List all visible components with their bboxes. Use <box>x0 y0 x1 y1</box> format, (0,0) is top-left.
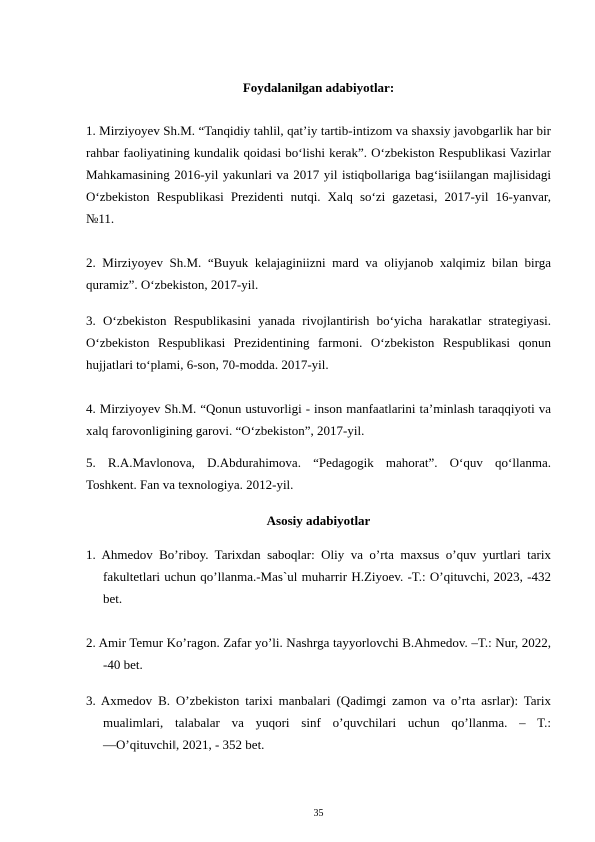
main-reference-1: 1. Ahmedov Bo’riboy. Tarixdan saboqlar: Oliy va o’rta maxsus o’quv yurtlari tarix fakultetlari uchun qo’llanma.-Mas`ul muharrir H.Ziyoev. -T.: O’qituvchi, 2023, -432 bet. <box>86 547 551 606</box>
page-number: 35 <box>313 808 324 819</box>
main-literature-heading: Asosiy adabiyotlar <box>266 513 371 528</box>
reference-3: 3. O‘zbekiston Respublikasini yanada rivojlantirish bo‘yicha harakatlar strategiyasi. O‘zbekiston Respublikasi Prezidentining farmoni. O‘zbekiston Respublikasi qonun hujjatlari to‘plami, 6-son, 70-modda. 2017-yil. <box>86 313 551 372</box>
reference-4: 4. Mirziyoyev Sh.M. “Qonun ustuvorligi - inson manfaatlarini ta’minlash taraqqiyoti va xalq farovonligining garovi. “O‘zbekiston”, 2017-yil. <box>86 401 551 438</box>
main-reference-2: 2. Amir Temur Ko’ragon. Zafar yo’li. Nashrga tayyorlovchi B.Ahmedov. –T.: Nur, 2022, -40 bet. <box>86 635 551 672</box>
used-literature-heading: Foydalanilgan adabiyotlar: <box>242 80 395 95</box>
reference-1: 1. Mirziyoyev Sh.M. “Tanqidiy tahlil, qat’iy tartib-intizom va shaxsiy javobgarlik har bir rahbar faoliyatining kundalik qoidasi bo‘lishi kerak”. O‘zbekiston Respublikasi Vazirlar Mahkamasining 2016-yil yakunlari va 2017 yil istiqbollariga bag‘isiilangan majlisidagi O‘zbekiston Respublikasi Prezidenti nutqi. Xalq so‘zi gazetasi, 2017-yil 16-yanvar, №11. <box>86 123 551 226</box>
main-reference-3: 3. Axmedov B. O’zbekiston tarixi manbalari (Qadimgi zamon va o’rta asrlar): Tarix mualimlari, talabalar va yuqori sinf o’quvchilari uchun qo’llanma. – T.: ―O’qituvchi‖, 2021, - 352 bet. <box>86 693 551 752</box>
reference-5: 5. R.A.Mavlonova, D.Abdurahimova. “Pedagogik mahorat”. O‘quv qo‘llanma. Toshkent. Fan va texnologiya. 2012-yil. <box>86 455 551 492</box>
reference-2: 2. Mirziyoyev Sh.M. “Buyuk kelajaginiizni mard va oliyjanob xalqimiz bilan birga quramiz”. O‘zbekiston, 2017-yil. <box>86 255 551 292</box>
